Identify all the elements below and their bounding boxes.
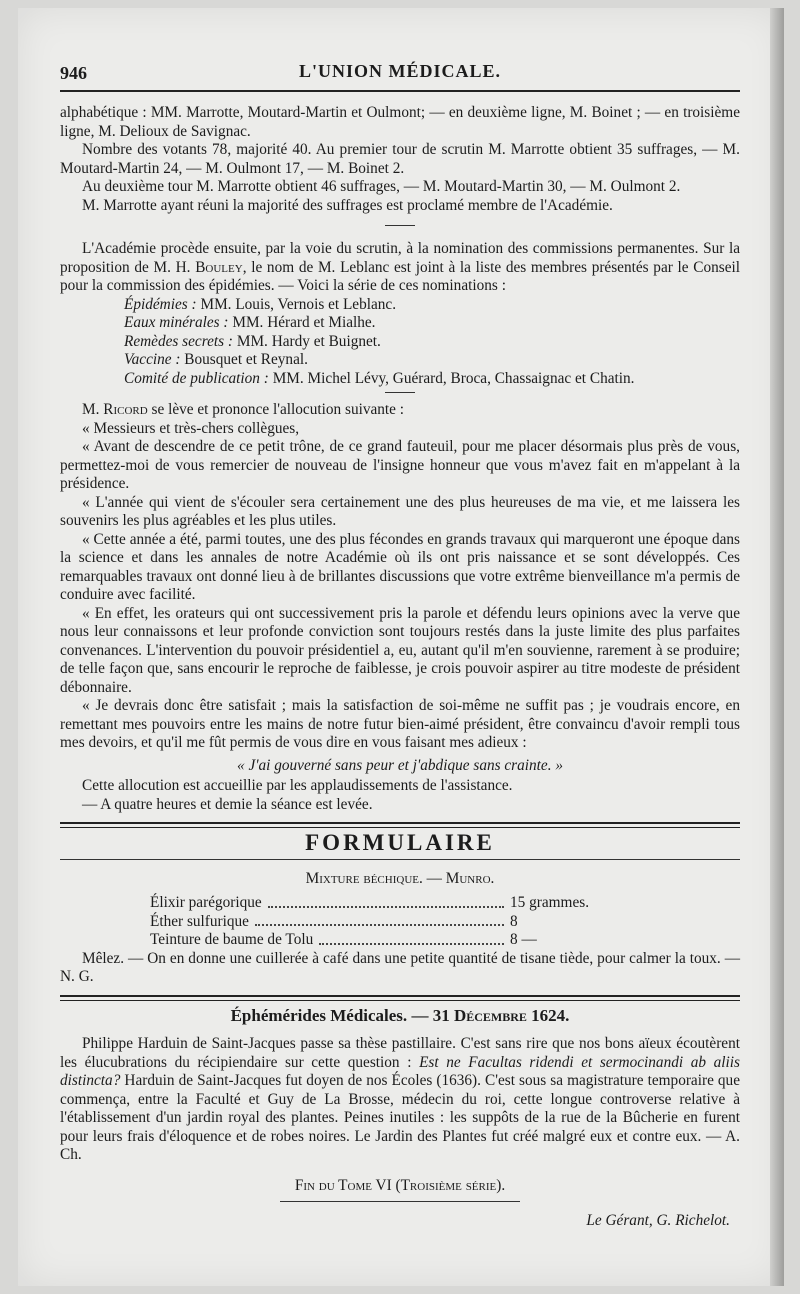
speech-paragraph: « L'année qui vient de s'écouler sera certainement une des plus heureuses de ma vie, et me laissera les souvenirs les plus agréables et les plus utiles. [60,493,740,529]
section-rule [60,859,740,860]
ingredient-row [150,894,600,913]
person-name: Ricord [103,401,148,418]
ingredient-quantity: 8 — [510,931,537,948]
header-rule [60,90,740,92]
commission-label: Remèdes secrets : [124,332,234,350]
ephemerides-text [60,1035,740,1165]
commission-list [124,296,740,389]
text-segment: se lève et prononce l'allocution suivante : [147,401,405,418]
person-name: Bouley [195,258,243,276]
page-header [60,60,740,90]
gerant-signature: Le Gérant, G. Richelot. [586,1212,730,1229]
volume-end: Fin du Tome VI (Troisième série). [294,1176,506,1194]
paragraph [60,240,740,296]
paragraph: M. Marrotte ayant réuni la majorité des suffrages est proclamé membre de l'Académie. [82,196,613,214]
section-divider [385,392,415,393]
leader-dots [255,913,504,927]
commission-members: Bousquet et Reynal. [180,351,308,368]
commission-label: Comité de publication : [124,369,269,387]
latin-question: Est ne Facultas ridendi et sermocinandi ab aliis distincta? [60,1053,740,1089]
ingredient-row [150,931,600,950]
recipe-name: Mixture béchique. [305,869,423,887]
commission-item [124,333,740,352]
recipe-instructions: Mêlez. — On en donne une cuillerée à café dans une petite quantité de tisane tiède, pour calmer la toux. — N. G. [60,949,740,985]
ingredient-row [150,913,600,932]
section-divider [385,225,415,226]
ingredient-name: Éther sulfurique [150,912,249,930]
commission-item [124,314,740,333]
commission-members: MM. Hardy et Buignet. [233,332,381,350]
commission-item [124,296,740,315]
text-segment: L'Académie procède ensuite, par la voie du scrutin, à la nomination des commissions permanentes. Sur la proposition de M. H. [60,240,740,276]
page-content [60,60,740,1231]
text-segment: Harduin de Saint-Jacques fut doyen de nos Écoles (1636). C'est sous sa magistrature temporaire que commença, entre la Faculté et Guy de La Brosse, médecin du roi, cette longue controverse relative à l'établissement d'un jardin royal des plantes. Peines inutiles : les suppôts de la rue de la Bûcherie en furent pour leurs frais d'éloquence et de robes noires. Le Jardin des Plantes fut créé malgré eux et contre eux. — A. Ch. [60,1072,740,1163]
ingredient-name: Teinture de baume de Tolu [150,931,314,948]
paragraph: — A quatre heures et demie la séance est levée. [82,795,373,813]
paragraph: Nombre des votants 78, majorité 40. Au premier tour de scrutin M. Marrotte obtient 35 suffrages, — M. Moutard-Martin 24, — M. Oulmont 17, — M. Boinet 2. [60,141,740,177]
ingredient-quantity: 8 [510,912,518,930]
section-rule [60,995,740,1001]
commission-label: Épidémies : [124,295,197,313]
commission-members: MM. Louis, Vernois et Leblanc. [196,295,397,313]
commission-item [124,351,740,370]
recipe-author: — Munro. [422,869,495,887]
page [18,8,784,1286]
ingredient-quantity: 15 grammes. [510,894,590,911]
paragraph [60,401,740,420]
end-rule [280,1201,520,1202]
speech-paragraph: « Je devrais donc être satisfait ; mais la satisfaction de soi-même ne suffit pas ; je voudrais encore, en remettant mes pouvoirs entre les mains de notre futur bien-aimé président, être convaincu d'avoir rempli tous mes devoirs, et qu'il me fût permis de vous dire en vous faisant mes adieux : [60,697,740,751]
speech-paragraph: « Avant de descendre de ce petit trône, de ce grand fauteuil, pour me placer désormais plus près de vous, permettez-moi de vous remercier de nouveau de l'insigne honneur que vous m'avez fait en m'appelant à la présidence. [60,438,740,492]
commission-members: MM. Michel Lévy, Guérard, Broca, Chassaignac et Chatin. [268,369,635,387]
running-title: L'UNION MÉDICALE. [298,61,502,81]
text-segment: Philippe Harduin de Saint-Jacques passe sa thèse pastillaire. C'est sans rire que nos bons aïeux écoutèrent les élucubrations du récipiendaire sur cette question : [60,1035,740,1071]
speech-paragraph: « Cette année a été, parmi toutes, une des plus fécondes en grands travaux qui marqueront une époque dans la science et dans les annales de notre Académie où ils ont pris naissance et se sont développés. Ces remarquables travaux ont donné lieu à de brillantes discussions que votre extrême bienveillance m'a permis de conduire avec facilité. [60,530,740,603]
formulaire-title: FORMULAIRE [305,830,495,855]
speech-salutation: « Messieurs et très-chers collègues, [82,419,300,437]
commission-members: MM. Hérard et Mialhe. [228,314,376,331]
ephemerides-date: — 31 Décembre 1624. [407,1005,570,1025]
speech-paragraph: « En effet, les orateurs qui ont successivement pris la parole et défendu leurs opinions avec la verve que nous leur connaissons et leur profonde conviction sont toujours restés dans la juste limite des plus parfaites convenances. L'intervention du pouvoir présidentiel a, eu, autant qu'il m'en souvienne, rarement à se produire; de telle façon que, sans encourir le reproche de faiblesse, je crois pouvoir aspirer au titre modeste de président débonnaire. [60,604,740,696]
leader-dots [268,894,504,908]
book-spine [770,8,784,1286]
speech-quote: « J'ai gouverné sans peur et j'abdique sans crainte. » [236,756,564,774]
paragraph: Au deuxième tour M. Marrotte obtient 46 suffrages, — M. Moutard-Martin 30, — M. Oulmont 2. [82,178,681,195]
commission-item [124,370,740,389]
ingredient-list [150,894,600,950]
paragraph: alphabétique : MM. Marrotte, Moutard-Martin et Oulmont; — en deuxième ligne, M. Boinet ; — en troisième ligne, M. Delioux de Savignac. [60,104,740,140]
leader-dots [319,931,504,945]
page-number: 946 [60,63,87,83]
recipe-title [60,870,740,889]
commission-label: Vaccine : [124,351,181,368]
ingredient-name: Élixir parégorique [150,894,262,911]
ephemerides-heading: Éphémérides Médicales. [230,1005,408,1025]
section-rule [60,822,740,828]
ephemerides-title [60,1007,740,1026]
paragraph: Cette allocution est accueillie par les applaudissements de l'assistance. [82,777,513,794]
commission-label: Eaux minérales : [124,314,229,331]
text-segment: M. [82,401,104,418]
text-segment: , le nom de M. Leblanc est joint à la liste des membres présentés par le Conseil pour la commission des épidémies. — Voici la série de ces nominations : [60,258,740,294]
